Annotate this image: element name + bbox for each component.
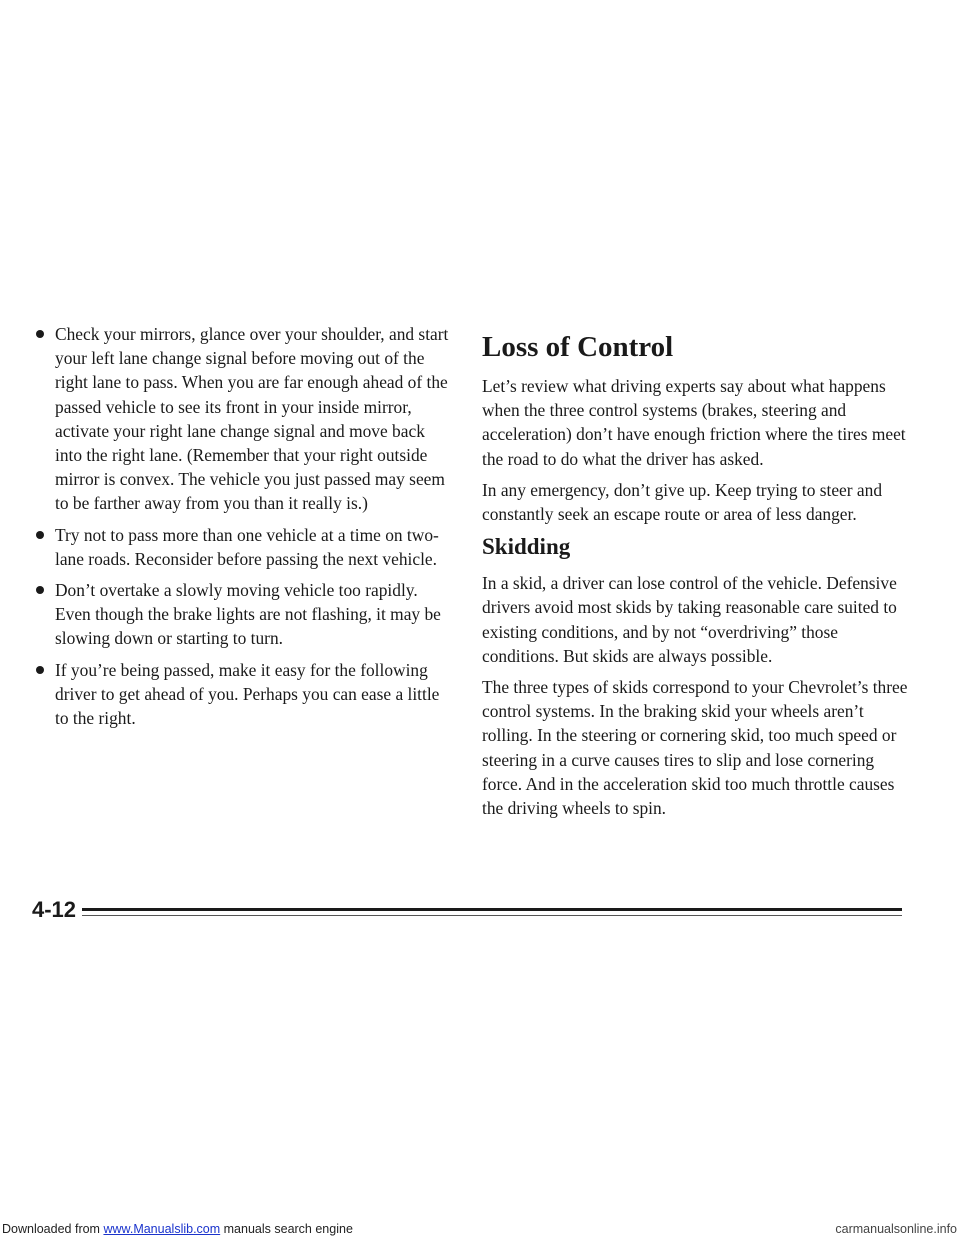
paragraph: In a skid, a driver can lose control of the vehicle. Defensive drivers avoid most skids by taking reasonable care suited to existing conditions, and by not “overdriving” those conditions. But skids are always possible. — [482, 573, 897, 666]
section-heading: Loss of Control — [482, 331, 674, 363]
footer-rule — [82, 908, 902, 911]
list-item — [36, 658, 450, 731]
subsection-heading: Skidding — [482, 534, 571, 560]
bullet-dot-icon — [36, 531, 44, 539]
left-column — [36, 322, 450, 737]
watermark: carmanualsonline.info — [835, 1222, 957, 1236]
download-prefix: Downloaded from — [2, 1222, 104, 1236]
footer-rule-thin — [82, 915, 902, 916]
bullet-text: If you’re being passed, make it easy for the following driver to get ahead of you. Perhaps you can ease a little to the right. — [55, 659, 440, 729]
bullet-text: Don’t overtake a slowly moving vehicle too rapidly. Even though the brake lights are not flashing, it may be slowing down or starting to turn. — [55, 580, 441, 649]
paragraph: The three types of skids correspond to your Chevrolet’s three control systems. In the braking skid your wheels aren’t rolling. In the steering or cornering skid, too much speed or steering in a curve causes tires to slip and lose cornering force. And in the acceleration skid too much throttle causes the driving wheels to spin. — [482, 677, 908, 819]
right-column — [482, 330, 912, 827]
bullet-text: Check your mirrors, glance over your shoulder, and start your left lane change signal before moving out of the right lane to pass. When you are far enough ahead of the passed vehicle to see its front in your inside mirror, activate your right lane change signal and move back into the right lane. (Remember that your right outside mirror is convex. The vehicle you just passed may seem to be farther away from you than it really is.) — [55, 324, 449, 514]
download-notice — [2, 1216, 353, 1242]
list-item — [36, 523, 450, 571]
paragraph: In any emergency, don’t give up. Keep trying to steer and constantly seek an escape route or area of less danger. — [482, 479, 883, 525]
bullet-dot-icon — [36, 666, 44, 674]
bullet-list — [36, 322, 450, 730]
list-item — [36, 578, 450, 651]
list-item — [36, 322, 450, 516]
bullet-text: Try not to pass more than one vehicle at a time on two-lane roads. Reconsider before passing the next vehicle. — [55, 524, 439, 569]
bullet-dot-icon — [36, 330, 44, 338]
paragraph: Let’s review what driving experts say about what happens when the three control systems (brakes, steering and acceleration) don’t have enough friction where the tires meet the road to do what the driver has asked. — [482, 376, 906, 469]
download-footer — [0, 1216, 960, 1242]
download-suffix: manuals search engine — [220, 1222, 353, 1236]
page-number: 4-12 — [32, 897, 77, 922]
bullet-dot-icon — [36, 586, 44, 594]
manualslib-link[interactable]: www.Manualslib.com — [103, 1222, 221, 1236]
